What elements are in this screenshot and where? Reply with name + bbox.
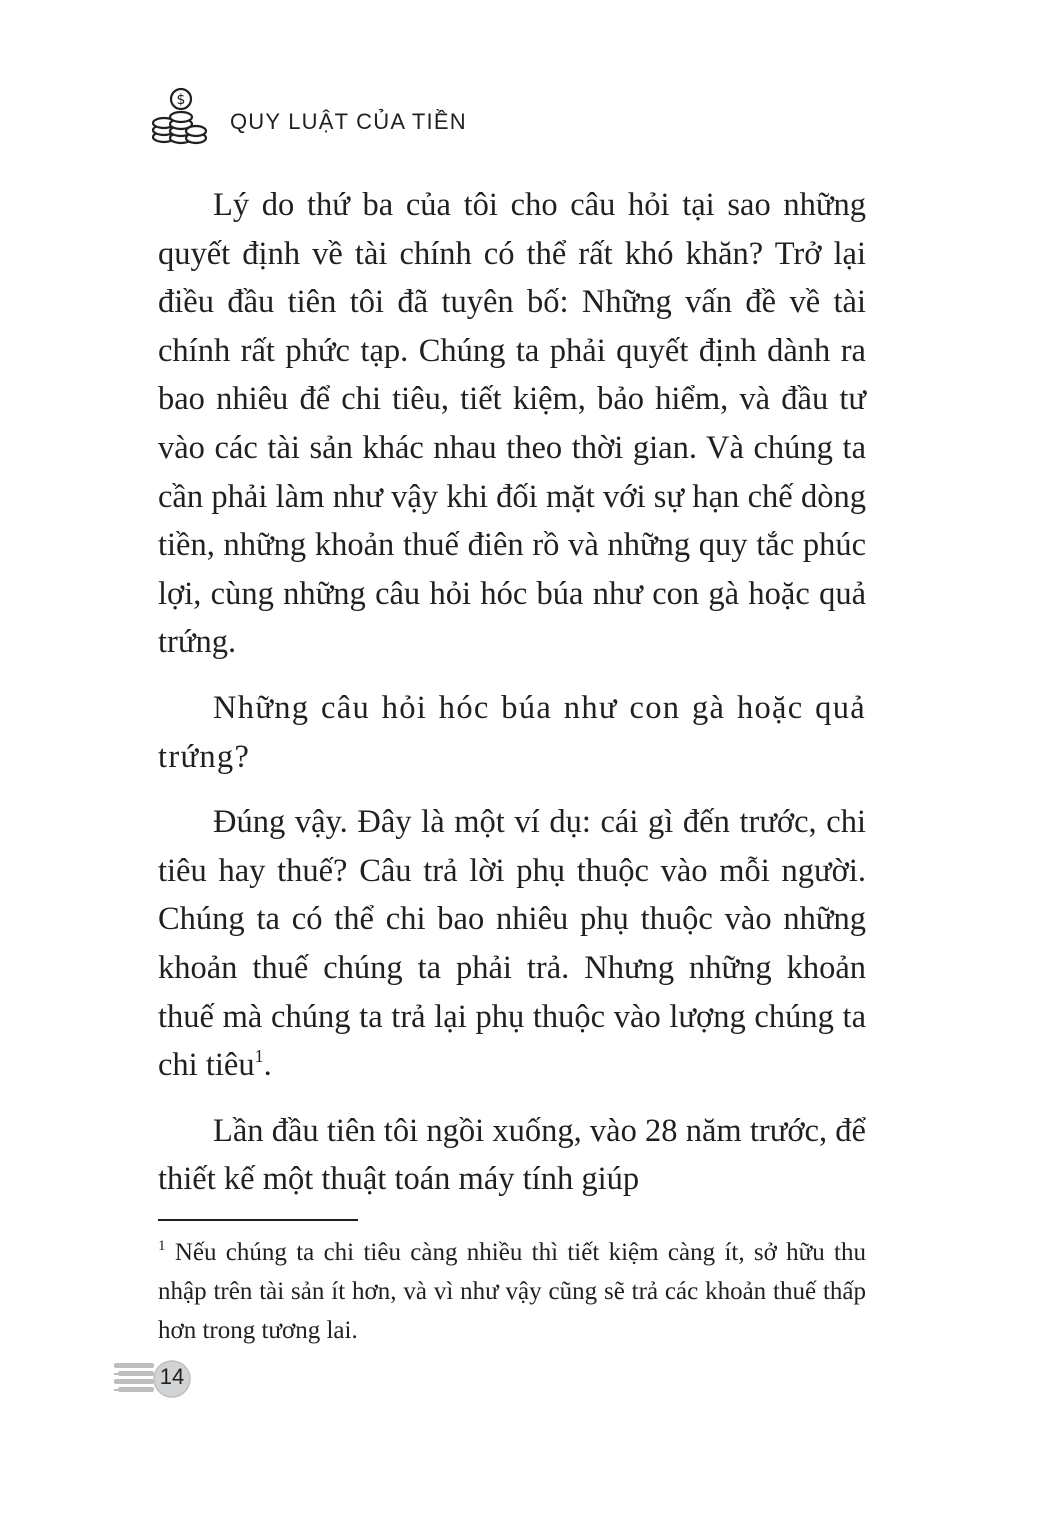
page-number-badge [112, 1358, 192, 1400]
coin-stack-icon [150, 86, 208, 148]
paragraph: Lý do thứ ba của tôi cho câu hỏi tại sao những quyết định về tài chính có thể rất khó khăn? Trở lại điều đầu tiên tôi đã tuyên bố: Những vấn đề về tài chính rất phức tạp. Chúng ta phải quyết định dành ra bao nhiêu để chi tiêu, tiết kiệm, bảo hiểm, và đầu tư vào các tài sản khác nhau theo thời gian. Và chúng ta cần phải làm như vậy khi đối mặt với sự hạn chế dòng tiền, những khoản thuế điên rồ và những quy tắc phúc lợi, cùng những câu hỏi hóc búa như con gà hoặc quả trứng. [158, 187, 866, 661]
question-paragraph: Những câu hỏi hóc búa như con gà hoặc quả trứng? [158, 689, 866, 775]
footnote-text: Nếu chúng ta chi tiêu càng nhiều thì tiết kiệm càng ít, sở hữu thu nhập trên tài sản ít hơn, và vì như vậy cũng sẽ trả các khoản thuế thấp hơn trong tương lai. [158, 1239, 866, 1344]
paragraph [158, 798, 866, 1090]
footnote-marker: 1 [158, 1238, 166, 1254]
footnote [158, 1233, 866, 1350]
paragraph-text: Đúng vậy. Đây là một ví dụ: cái gì đến trước, chi tiêu hay thuế? Câu trả lời phụ thuộc vào mỗi người. Chúng ta có thể chi bao nhiêu phụ thuộc vào những khoản thuế chúng ta phải trả. Nhưng những khoản thuế mà chúng ta trả lại phụ thuộc vào lượng chúng ta chi tiêu [158, 804, 866, 1084]
paragraph-end-punctuation: . [263, 1047, 272, 1084]
header-title: QUY LUẬT CỦA TIỀN [230, 109, 467, 134]
svg-text:$: $ [176, 92, 186, 108]
paragraph: Lần đầu tiên tôi ngồi xuống, vào 28 năm trước, để thiết kế một thuật toán máy tính giúp [158, 1112, 866, 1198]
footnote-reference[interactable]: 1 [254, 1046, 264, 1067]
body-text [158, 181, 866, 1221]
page-number: 14 [159, 1364, 185, 1389]
footnote-divider [158, 1219, 358, 1221]
running-header [150, 86, 467, 148]
